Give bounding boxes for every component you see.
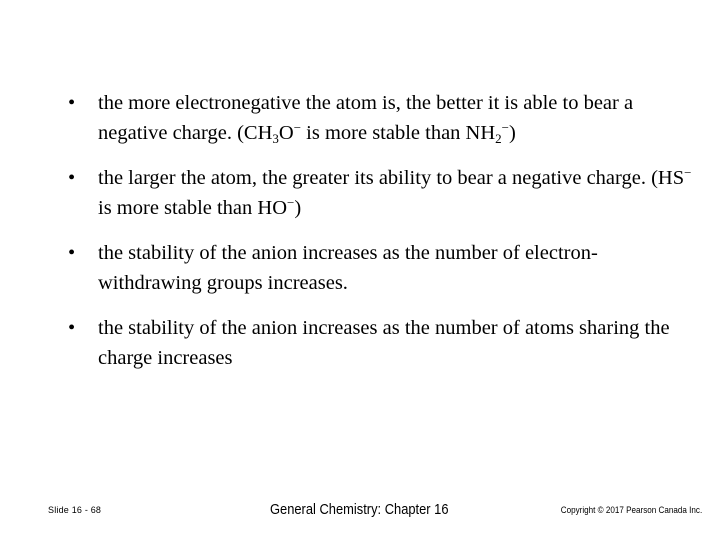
bullet-text: the stability of the anion increases as the number of electron-withdrawing groups increases.	[98, 242, 598, 294]
bullet-text: the more electronegative the atom is, the better it is able to bear a negative charge. ($CH_3O^-$ is more stable than $NH_2^-$)	[98, 92, 634, 146]
bullet-item	[68, 88, 698, 148]
bullet-point-icon: •	[68, 92, 76, 114]
bullet-point-icon: •	[68, 242, 76, 264]
bullet-item	[68, 313, 698, 373]
copyright-notice: Copyright © 2017 Pearson Canada Inc.	[560, 505, 702, 515]
bullet-list	[68, 88, 698, 388]
bullet-text: the stability of the anion increases as the number of atoms sharing the charge increases	[98, 317, 670, 369]
bullet-item	[68, 163, 698, 223]
bullet-item	[68, 238, 698, 298]
slide-number: Slide 16 - 68	[48, 505, 102, 515]
bullet-point-icon: •	[68, 317, 76, 339]
bullet-point-icon: •	[68, 167, 76, 189]
footer-title: General Chemistry: Chapter 16	[270, 501, 449, 518]
bullet-text: the larger the atom, the greater its ability to bear a negative charge. (HS− is more stable than HO−)	[98, 165, 692, 219]
